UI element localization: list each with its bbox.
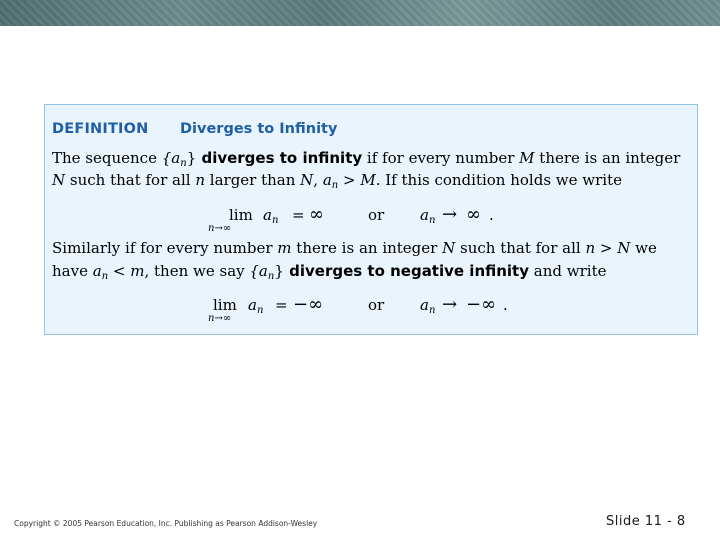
text: and write xyxy=(529,262,607,280)
limit-2-alt-value: −∞ xyxy=(466,294,497,315)
definition-label: DEFINITION xyxy=(52,121,149,137)
variable: a xyxy=(248,296,257,314)
definition-name: Diverges to Infinity xyxy=(180,121,338,137)
text: , xyxy=(313,171,323,189)
text: , then we say xyxy=(144,262,250,280)
limit-1-value: ∞ xyxy=(309,204,324,225)
subscript: n xyxy=(428,305,436,316)
limit-2-expression xyxy=(248,298,263,316)
sequence-symbol: {a xyxy=(249,262,268,280)
limit-1-subscript: n→∞ xyxy=(208,223,232,234)
subscript: n xyxy=(267,271,275,282)
variable: a xyxy=(92,262,102,280)
limit-2-lim: lim xyxy=(213,296,237,314)
variable: m xyxy=(277,239,292,257)
banner-texture xyxy=(0,0,720,26)
operator: > xyxy=(338,171,361,189)
limit-2-equals: = xyxy=(275,296,288,314)
text: we xyxy=(630,239,657,257)
text: Similarly if for every number xyxy=(52,239,278,257)
definition-line-4 xyxy=(52,264,606,282)
subscript: n xyxy=(271,215,279,226)
variable: a xyxy=(263,206,272,224)
text: such that for all xyxy=(455,239,586,257)
subscript: n xyxy=(331,180,339,191)
variable: m xyxy=(130,262,145,280)
text: . If this condition holds we write xyxy=(375,171,622,189)
limit-1-or: or xyxy=(368,206,385,224)
limit-1-alt-value: ∞ xyxy=(466,204,481,225)
subscript: n xyxy=(256,305,264,316)
variable: n xyxy=(195,171,206,189)
sequence-symbol: {a xyxy=(161,149,181,167)
brace: } xyxy=(274,262,284,280)
variable: a xyxy=(420,206,429,224)
variable: a xyxy=(322,171,332,189)
operator: < xyxy=(108,262,131,280)
definition-line-2 xyxy=(52,173,622,191)
text: there is an integer xyxy=(534,149,681,167)
limit-1-alt-expression xyxy=(420,208,435,226)
top-banner xyxy=(0,0,720,26)
variable: N xyxy=(52,171,66,189)
variable: N xyxy=(300,171,314,189)
slide-number: Slide 11 - 8 xyxy=(606,514,686,529)
bold-term: diverges to infinity xyxy=(196,149,363,167)
definition-line-1 xyxy=(52,151,680,169)
variable: N xyxy=(617,239,631,257)
limit-2-arrow: → xyxy=(442,294,458,315)
limit-2-or: or xyxy=(368,296,385,314)
variable: N xyxy=(442,239,456,257)
subscript: n xyxy=(180,158,187,169)
copyright-notice: Copyright © 2005 Pearson Education, Inc. Publishing as Pearson Addison-Wesley xyxy=(14,519,318,528)
limit-2-period: . xyxy=(503,296,508,314)
variable: M xyxy=(519,149,535,167)
variable: n xyxy=(585,239,596,257)
limit-1-period: . xyxy=(489,206,494,224)
limit-2-subscript: n→∞ xyxy=(208,313,232,324)
text: have xyxy=(52,262,93,280)
bold-term: diverges to negative infinity xyxy=(283,262,530,280)
subscript: n xyxy=(428,215,436,226)
operator: > xyxy=(595,239,618,257)
limit-1-lim: lim xyxy=(229,206,253,224)
definition-line-3 xyxy=(52,241,657,256)
text: if for every number xyxy=(362,149,520,167)
limit-2-alt-expression xyxy=(420,298,435,316)
text: there is an integer xyxy=(291,239,443,257)
variable: a xyxy=(420,296,429,314)
limit-1-expression xyxy=(263,208,278,226)
limit-1-equals: = xyxy=(292,206,305,224)
text: larger than xyxy=(205,171,301,189)
text: The sequence xyxy=(52,149,162,167)
limit-1-arrow: → xyxy=(442,204,458,225)
brace: } xyxy=(186,149,197,167)
text: such that for all xyxy=(65,171,196,189)
limit-2-value: −∞ xyxy=(293,294,324,315)
subscript: n xyxy=(101,271,109,282)
variable: M xyxy=(360,171,376,189)
